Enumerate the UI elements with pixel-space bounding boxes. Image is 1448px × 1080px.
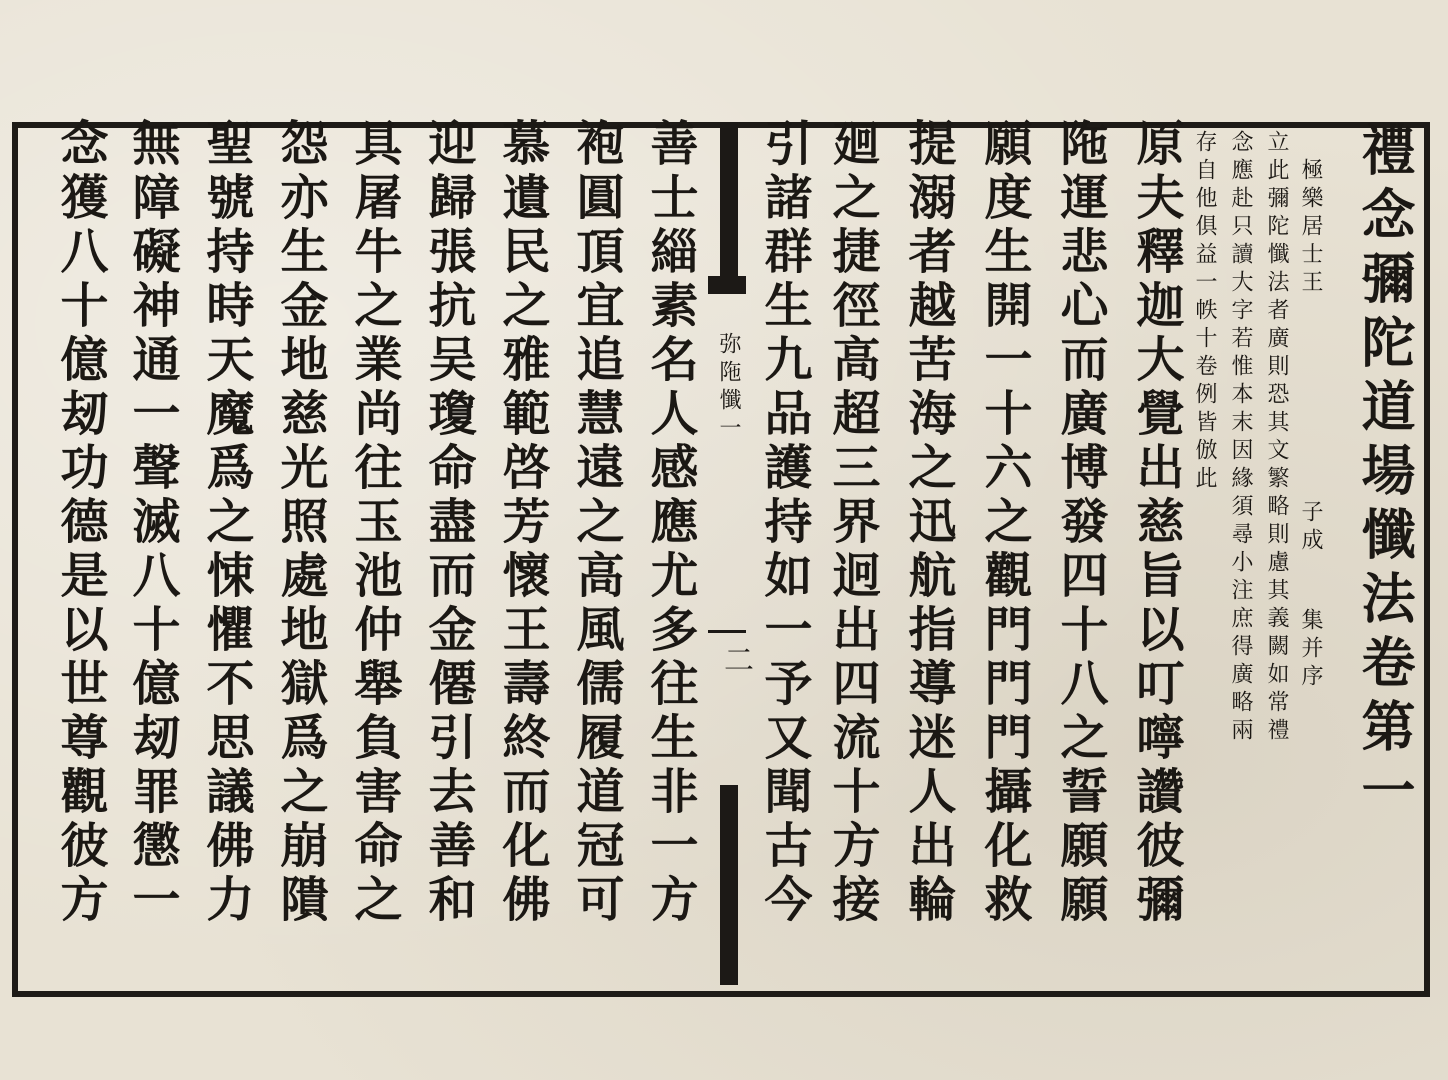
body-column: 提溺者越苦海之迅航指導迷人出輪 xyxy=(900,118,956,928)
preface-label: 集并序 xyxy=(1298,608,1323,692)
body-column: 聖號持時天魔爲之悚懼不思議佛力 xyxy=(198,118,254,928)
title-line: 禮念彌陀道場懺法卷第一 xyxy=(1353,122,1417,826)
preface-author: 極樂居士王 xyxy=(1298,158,1323,298)
body-column: 迎歸張抗吴瓊命盡而金僊引去善和 xyxy=(420,118,476,928)
fish-tail-divider xyxy=(708,630,746,645)
note-line-3: 存自他俱益一帙十卷例皆倣此 xyxy=(1192,130,1217,494)
body-column: 無障礙神通一聲滅八十億刼罪懲一 xyxy=(124,118,180,928)
center-title: 弥陁懺一 xyxy=(716,332,741,444)
fish-tail-mark-bottom xyxy=(720,785,738,985)
body-column: 陁運悲心而廣博發四十八之誓願願 xyxy=(1052,118,1108,928)
note-line-2: 念應赴只讀大字若惟本末因緣須尋小注庶得廣略兩 xyxy=(1228,130,1253,746)
fish-tail-mark-top xyxy=(720,122,738,284)
body-column: 怨亦生金地慈光照處地獄爲之崩隤 xyxy=(272,118,328,928)
page-number: 二 xyxy=(718,644,753,678)
preface-author-name: 子成 xyxy=(1298,500,1323,556)
body-column: 袍圓頂宜追慧遠之高風儒履道冠可 xyxy=(568,118,624,928)
note-line-1: 立此彌陀懺法者廣則恐其文繁略則慮其義闕如常禮 xyxy=(1264,130,1289,746)
body-column: 願度生開一十六之觀門門門攝化救 xyxy=(976,118,1032,928)
body-column: 善士緇素名人感應尤多往生非一方 xyxy=(642,118,698,928)
body-column: 引諸群生九品護持如一予又聞古今 xyxy=(756,118,812,928)
body-column: 慕遺民之雅範啓芳懷王壽終而化佛 xyxy=(494,118,550,928)
fish-tail-bar xyxy=(708,276,746,294)
body-column: 念獲八十億刼功德是以世尊觀彼方 xyxy=(52,118,108,928)
body-column: 原夫釋迦大覺出慈旨以叮嚀讚彼彌 xyxy=(1128,118,1184,928)
body-column: 廻之捷徑高超三界迥出四流十方接 xyxy=(824,118,880,928)
body-column: 具屠牛之業尚往玉池仲舉負害命之 xyxy=(346,118,402,928)
